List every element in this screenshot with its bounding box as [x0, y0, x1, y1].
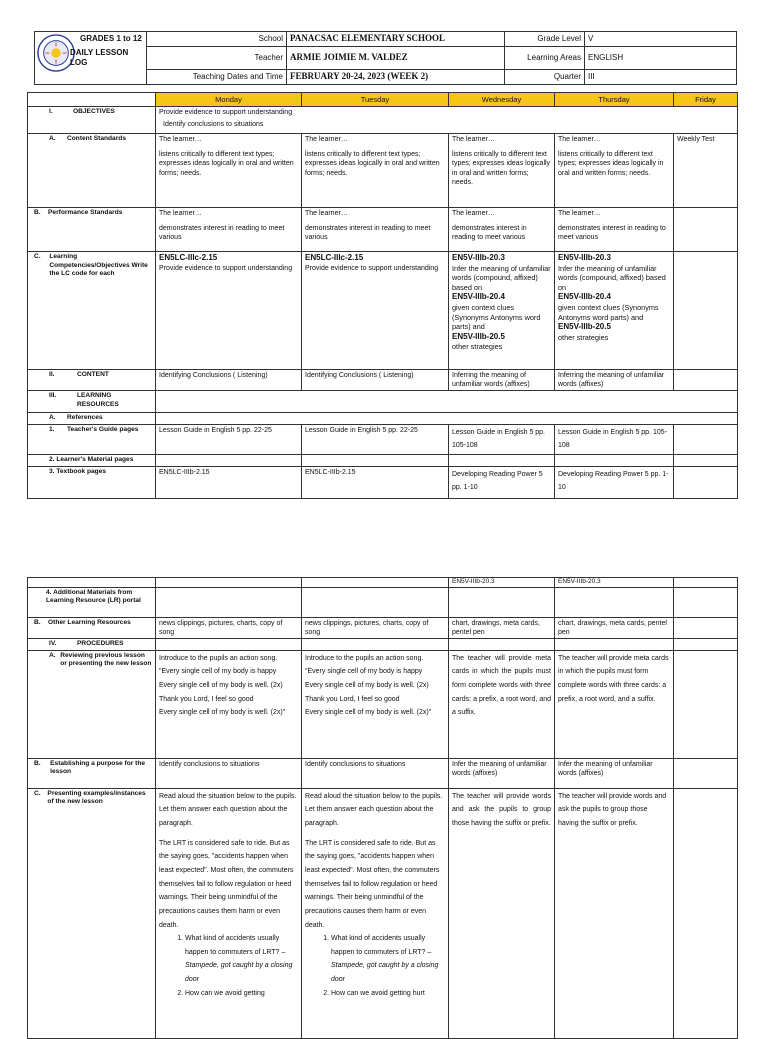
performance-standards-row [28, 208, 738, 252]
content-monday: Identifying Conclusions ( Listening) [156, 370, 302, 391]
quarter-label: Quarter [505, 70, 585, 85]
references-label: A. References [28, 413, 156, 425]
days-header-row [28, 93, 738, 107]
teacher-value: ARMIE JOIMIE M. VALDEZ [287, 47, 505, 70]
tb-tuesday: EN5LC-IIIb-2.15 [302, 466, 449, 498]
objective-1: Provide evidence to support understanding [156, 107, 738, 120]
tg-row [28, 425, 738, 455]
p2-top-thursday: EN5V-IIIb-20.3 [555, 578, 674, 588]
tg-label: 1. Teacher's Guide pages [28, 425, 156, 455]
other-thursday: chart, drawings, meta cards, pentel pen [555, 617, 674, 638]
objective-2: Identify conclusions to situations [156, 119, 738, 134]
review-row [28, 650, 738, 758]
school-label: School [147, 32, 287, 47]
ps-wednesday: The learner… demonstrates interest in reading to meet various [449, 208, 555, 252]
content-label: II. CONTENT [28, 370, 156, 391]
presenting-wednesday: The teacher will provide words and ask the pupils to group those having the suffix or prefix. [449, 788, 555, 1038]
lc-tuesday: EN5LC-IIIc-2.15 Provide evidence to support understanding [302, 252, 449, 370]
resources-row [28, 391, 738, 413]
purpose-wednesday: Infer the meaning of unfamiliar words (affixes) [449, 758, 555, 788]
tg-wednesday: Lesson Guide in English 5 pp. 105-108 [449, 425, 555, 455]
purpose-label: B. Establishing a purpose for the lesson [28, 758, 156, 788]
lm-label: 2. Learner's Material pages [28, 455, 156, 467]
presenting-monday: Read aloud the situation below to the pupils. Let them answer each question about the paragraph. The LRT is considered safe to ride. But as the saying goes, "accidents happen when least expected". Most often, the commuters themselves fail to follow regulation or heed warnings. Their being unmindful of the precautions causes them harm or even death. 1. What kind of accidents usually happen to commuters of LRT? – Stampede, got caught by a closing door 2. How can we avoid getting [156, 788, 302, 1038]
lc-wednesday: EN5V-IIIb-20.3 Infer the meaning of unfamiliar words (compound, affixed) based on EN5V-IIIb-20.4 given context clues (Synonyms Antonyms word parts) and EN5V-IIIb-20.5 other strategies [449, 252, 555, 370]
objectives-label: I. OBJECTIVES [28, 107, 156, 134]
lc-thursday: EN5V-IIIb-20.3 Infer the meaning of unfamiliar words (compound, affixed) based on EN5V-IIIb-20.4 given context clues (Synonyms Antonyms word parts) and EN5V-IIIb-20.5 other strategies [555, 252, 674, 370]
quarter-value: III [585, 70, 737, 85]
additional-row [28, 587, 738, 617]
content-standards-row [28, 134, 738, 208]
p2-top-row [28, 578, 738, 588]
other-monday: news clippings, pictures, charts, copy of song [156, 617, 302, 638]
area-value: ENGLISH [585, 47, 737, 70]
tb-thursday: Developing Reading Power 5 pp. 1-10 [555, 466, 674, 498]
lesson-table-page2 [27, 577, 738, 1039]
content-thursday: Inferring the meaning of unfamiliar words (affixes) [555, 370, 674, 391]
day-friday: Friday [674, 93, 738, 107]
dates-label: Teaching Dates and Time [147, 70, 287, 85]
objectives-row [28, 107, 738, 120]
cs-thursday: The learner… listens critically to different text types; expresses ideas logically in oral and written forms; needs. [555, 134, 674, 208]
purpose-tuesday: Identify conclusions to situations [302, 758, 449, 788]
content-wednesday: Inferring the meaning of unfamiliar words (affixes) [449, 370, 555, 391]
cs-wednesday: The learner… listens critically to different text types; expresses ideas logically in oral and written forms; needs. [449, 134, 555, 208]
p2-top-wednesday: EN5V-IIIb-20.3 [449, 578, 555, 588]
other-wednesday: chart, drawings, meta cards, pentel pen [449, 617, 555, 638]
presenting-label: C. Presenting examples/instances of the new lesson [28, 788, 156, 1038]
other-resources-row [28, 617, 738, 638]
tb-wednesday: Developing Reading Power 5 pp. 1-10 [449, 466, 555, 498]
additional-label: 4. Additional Materials from Learning Resource (LR) portal [28, 587, 156, 617]
cs-friday: Weekly Test [674, 134, 738, 208]
cs-tuesday: The learner… listens critically to different text types; expresses ideas logically in oral and written forms; needs. [302, 134, 449, 208]
review-monday: Introduce to the pupils an action song. "Every single cell of my body is happy Every single cell of my body is well. (2x) Thank you Lord, I feel so good Every single cell of my body is well. (2x)" [156, 650, 302, 758]
dates-value: FEBRUARY 20-24, 2023 (WEEK 2) [287, 70, 505, 85]
presenting-tuesday: Read aloud the situation below to the pupils. Let them answer each question about the paragraph. The LRT is considered safe to ride. But as the saying goes, "accidents happen when least expected". Most often, the commuters themselves fail to follow regulation or heed warnings. Their being unmindful of the precautions causes them harm or even death. 1. What kind of accidents usually happen to commuters of LRT? – Stampede, got caught by a closing door 2. How can we avoid getting hurt [302, 788, 449, 1038]
day-tuesday: Tuesday [302, 93, 449, 107]
content-tuesday: Identifying Conclusions ( Listening) [302, 370, 449, 391]
header-table [34, 31, 737, 85]
tg-tuesday: Lesson Guide in English 5 pp. 22-25 [302, 425, 449, 455]
cs-monday: The learner… listens critically to different text types; expresses ideas logically in oral and written forms; needs. [156, 134, 302, 208]
performance-standards-label: B. Performance Standards [28, 208, 156, 252]
content-standards-label: A. Content Standards [28, 134, 156, 208]
ps-thursday: The learner… demonstrates interest in reading to meet various [555, 208, 674, 252]
purpose-thursday: Infer the meaning of unfamiliar words (affixes) [555, 758, 674, 788]
presenting-row [28, 788, 738, 1038]
content-row [28, 370, 738, 391]
purpose-row [28, 758, 738, 788]
review-tuesday: Introduce to the pupils an action song. "Every single cell of my body is happy Every single cell of my body is well. (2x) Thank you Lord, I feel so good Every single cell of my body is well. (2x)" [302, 650, 449, 758]
other-tuesday: news clippings, pictures, charts, copy of song [302, 617, 449, 638]
day-monday: Monday [156, 93, 302, 107]
lesson-table-page1 [27, 92, 738, 499]
references-row [28, 413, 738, 425]
lc-monday: EN5LC-IIIc-2.15 Provide evidence to support understanding [156, 252, 302, 370]
procedures-label: IV. PROCEDURES [28, 639, 156, 651]
ps-monday: The learner… demonstrates interest in reading to meet various [156, 208, 302, 252]
tb-label: 3. Textbook pages [28, 466, 156, 498]
grade-value: V [585, 32, 737, 47]
competencies-row [28, 252, 738, 370]
procedures-row [28, 639, 738, 651]
grade-label: Grade Level [505, 32, 585, 47]
log-title: GRADES 1 to 12 [35, 32, 147, 47]
tb-monday: EN5LC-IIIb-2.15 [156, 466, 302, 498]
tg-monday: Lesson Guide in English 5 pp. 22-25 [156, 425, 302, 455]
teacher-label: Teacher [147, 47, 287, 70]
log-subtitle: DAILY LESSON LOG [35, 47, 147, 70]
other-resources-label: B. Other Learning Resources [28, 617, 156, 638]
area-label: Learning Areas [505, 47, 585, 70]
day-thursday: Thursday [555, 93, 674, 107]
review-wednesday: The teacher will provide meta cards in which the pupils must form complete words with three cards: a prefix, a root word, and a suffix. [449, 650, 555, 758]
seal-cell [35, 70, 147, 85]
tg-thursday: Lesson Guide in English 5 pp. 105-108 [555, 425, 674, 455]
school-value: PANACSAC ELEMENTARY SCHOOL [287, 32, 505, 47]
review-label: A. Reviewing previous lesson or presenting the new lesson [28, 650, 156, 758]
presenting-thursday: The teacher will provide words and ask the pupils to group those having the suffix or prefix. [555, 788, 674, 1038]
purpose-monday: Identify conclusions to situations [156, 758, 302, 788]
ps-tuesday: The learner… demonstrates interest in reading to meet various [302, 208, 449, 252]
lm-row [28, 455, 738, 467]
competencies-label: C. Learning Competencies/Objectives Write the LC code for each [28, 252, 156, 370]
day-wednesday: Wednesday [449, 93, 555, 107]
tb-row [28, 466, 738, 498]
review-thursday: The teacher will provide meta cards in which the pupils must form complete words with three cards: a prefix, a root word, and a suffix. [555, 650, 674, 758]
resources-label: III. LEARNING RESOURCES [28, 391, 156, 413]
